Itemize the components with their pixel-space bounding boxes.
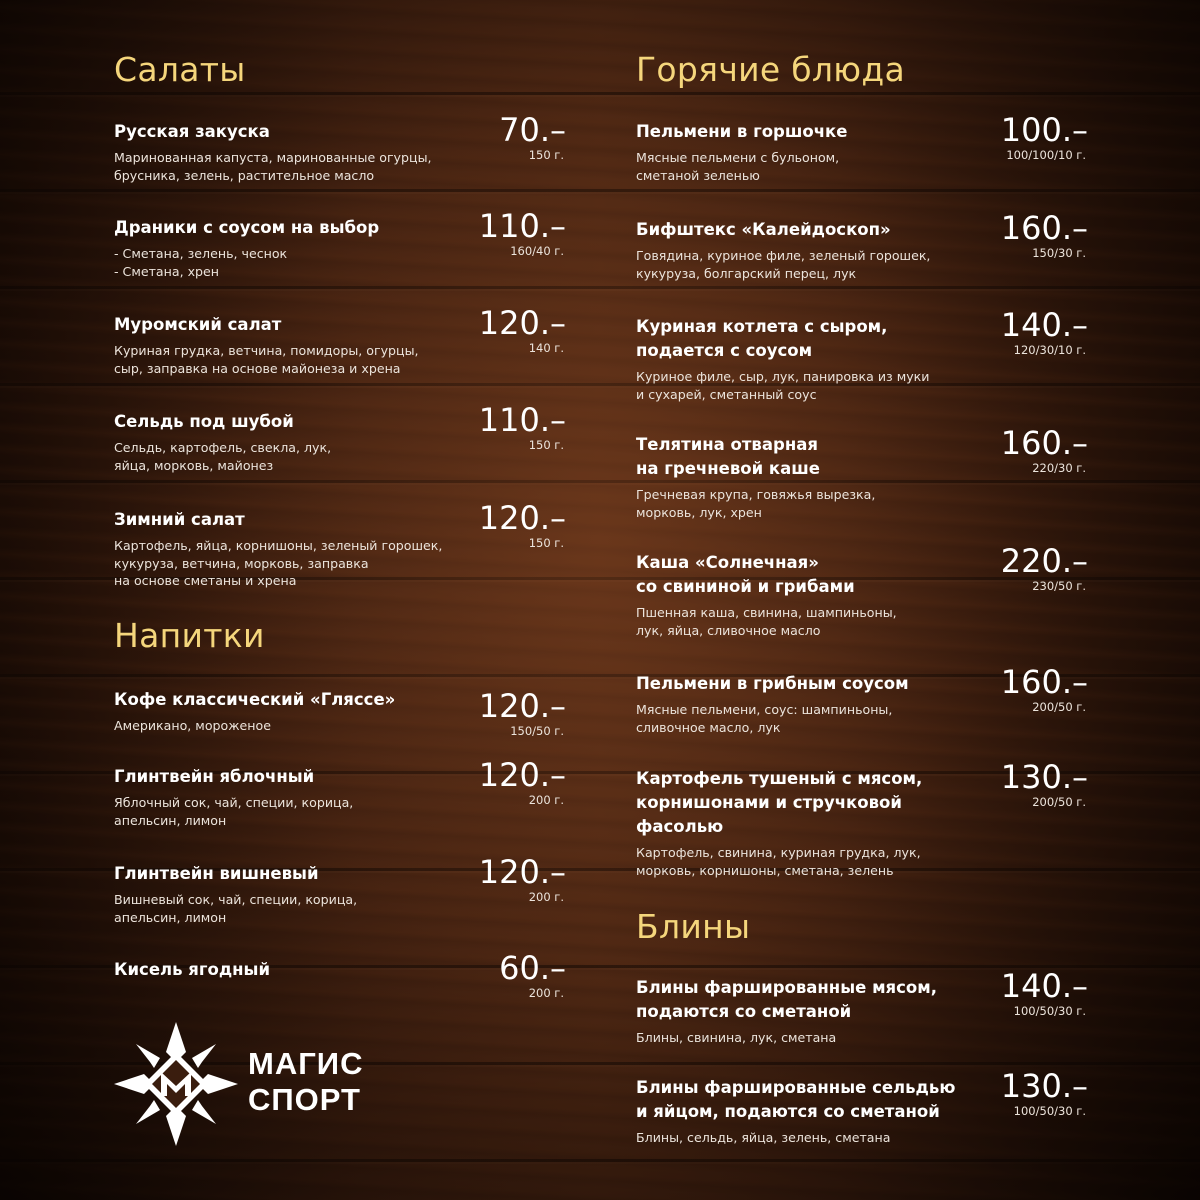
item-weight: 200 г.	[528, 793, 564, 807]
item-description: Блины, свинина, лук, сметана	[636, 1030, 837, 1045]
logo-text-line1: МАГИС	[248, 1046, 364, 1081]
item-price: 140.–	[1000, 967, 1088, 1005]
item-price: 120.–	[478, 304, 566, 342]
item-weight: 200 г.	[528, 986, 564, 1000]
item-name: Куриная котлета с сыром, подается с соусом	[636, 317, 888, 360]
section-title-salads: Салаты	[114, 50, 246, 89]
item-weight: 200 г.	[528, 890, 564, 904]
menu-item	[114, 687, 566, 738]
item-weight: 150 г.	[528, 148, 564, 162]
item-weight: 160/40 г.	[510, 244, 564, 258]
item-name: Кофе классический «Гляссе»	[114, 690, 396, 709]
menu-item	[636, 306, 1088, 403]
item-name: Русская закуска	[114, 122, 270, 141]
item-name: Пельмени в грибным соусом	[636, 674, 909, 693]
menu-item	[636, 758, 1088, 879]
logo-text-line2: СПОРТ	[248, 1082, 361, 1117]
item-price: 130.–	[1000, 1067, 1088, 1105]
menu-item	[114, 499, 566, 590]
item-weight: 200/50 г.	[1032, 700, 1086, 714]
item-price: 120.–	[478, 756, 566, 794]
item-price: 120.–	[478, 687, 566, 725]
item-name: Блины фаршированные мясом, подаются со сметаной	[636, 978, 938, 1021]
compass-star-m-icon	[114, 1022, 238, 1146]
item-description: Мясные пельмени, соус: шампиньоны, сливочное масло, лук	[636, 702, 893, 735]
item-name: Телятина отварная на гречневой каше	[636, 435, 820, 478]
item-weight: 220/30 г.	[1032, 461, 1086, 475]
item-price: 220.–	[1000, 542, 1088, 580]
item-description: Маринованная капуста, маринованные огурцы, брусника, зелень, растительное масло	[114, 150, 432, 183]
item-price: 110.–	[478, 207, 566, 245]
item-name: Глинтвейн вишневый	[114, 864, 319, 883]
item-name: Бифштекс «Калейдоскоп»	[636, 220, 891, 239]
item-name: Картофель тушеный с мясом, корнишонами и стручковой фасолью	[636, 769, 923, 836]
item-description: - Сметана, зелень, чеснок - Сметана, хрен	[114, 246, 288, 279]
menu-item	[636, 663, 1088, 736]
menu-item	[114, 949, 566, 1000]
item-weight: 100/50/30 г.	[1013, 1004, 1086, 1018]
item-weight: 200/50 г.	[1032, 795, 1086, 809]
item-description: Куриное филе, сыр, лук, панировка из муки и сухарей, сметанный соус	[636, 369, 930, 402]
item-description: Мясные пельмени с бульоном, сметаной зеленью	[636, 150, 840, 183]
item-weight: 120/30/10 г.	[1013, 343, 1086, 357]
menu-item	[114, 401, 566, 474]
menu-item	[636, 967, 1088, 1047]
item-price: 160.–	[1000, 424, 1088, 462]
item-description: Пшенная каша, свинина, шампиньоны, лук, яйца, сливочное масло	[636, 605, 897, 638]
item-price: 60.–	[499, 949, 566, 987]
item-price: 70.–	[499, 111, 566, 149]
item-name: Пельмени в горшочке	[636, 122, 848, 141]
section-title-drinks: Напитки	[114, 616, 265, 655]
menu-item	[114, 756, 566, 829]
item-name: Глинтвейн яблочный	[114, 767, 315, 786]
logo-text	[248, 1046, 363, 1118]
item-name: Блины фаршированные сельдью и яйцом, подаются со сметаной	[636, 1078, 956, 1121]
item-weight: 230/50 г.	[1032, 579, 1086, 593]
menu-item	[636, 209, 1088, 282]
item-price: 120.–	[478, 853, 566, 891]
menu-item	[114, 111, 566, 184]
item-price: 130.–	[1000, 758, 1088, 796]
item-description: Сельдь, картофель, свекла, лук, яйца, морковь, майонез	[114, 440, 332, 473]
item-name: Кисель ягодный	[114, 960, 271, 979]
menu-item	[114, 853, 566, 926]
menu-item	[636, 111, 1088, 184]
item-name: Зимний салат	[114, 510, 245, 529]
menu-item	[114, 207, 566, 280]
menu-item	[114, 304, 566, 377]
section-title-hot-dishes: Горячие блюда	[636, 50, 906, 89]
item-price: 100.–	[1000, 111, 1088, 149]
item-weight: 150 г.	[528, 438, 564, 452]
item-price: 120.–	[478, 499, 566, 537]
logo	[114, 1022, 404, 1146]
item-description: Куриная грудка, ветчина, помидоры, огурцы, сыр, заправка на основе майонеза и хрена	[114, 343, 419, 376]
section-title-pancakes: Блины	[636, 907, 751, 946]
menu-item	[636, 542, 1088, 639]
item-description: Яблочный сок, чай, специи, корица, апельсин, лимон	[114, 795, 354, 828]
item-weight: 140 г.	[528, 341, 564, 355]
item-price: 110.–	[478, 401, 566, 439]
item-weight: 150/30 г.	[1032, 246, 1086, 260]
item-name: Муромский салат	[114, 315, 282, 334]
item-description: Блины, сельдь, яйца, зелень, сметана	[636, 1130, 891, 1145]
item-name: Сельдь под шубой	[114, 412, 294, 431]
item-description: Американо, мороженое	[114, 718, 271, 733]
item-description: Гречневая крупа, говяжья вырезка, морковь, лук, хрен	[636, 487, 876, 520]
item-weight: 100/50/30 г.	[1013, 1104, 1086, 1118]
menu-item	[636, 1067, 1088, 1147]
menu-item	[636, 424, 1088, 521]
item-price: 160.–	[1000, 209, 1088, 247]
item-description: Картофель, свинина, куриная грудка, лук, морковь, корнишоны, сметана, зелень	[636, 845, 921, 878]
item-weight: 100/100/10 г.	[1006, 148, 1086, 162]
item-weight: 150 г.	[528, 536, 564, 550]
item-weight: 150/50 г.	[510, 724, 564, 738]
item-description: Вишневый сок, чай, специи, корица, апельсин, лимон	[114, 892, 358, 925]
item-description: Говядина, куриное филе, зеленый горошек, кукуруза, болгарский перец, лук	[636, 248, 931, 281]
item-description: Картофель, яйца, корнишоны, зеленый горошек, кукуруза, ветчина, морковь, заправка на основе сметаны и хрена	[114, 538, 443, 588]
item-name: Каша «Солнечная» со свининой и грибами	[636, 553, 855, 596]
item-price: 160.–	[1000, 663, 1088, 701]
item-name: Драники с соусом на выбор	[114, 218, 380, 237]
item-price: 140.–	[1000, 306, 1088, 344]
